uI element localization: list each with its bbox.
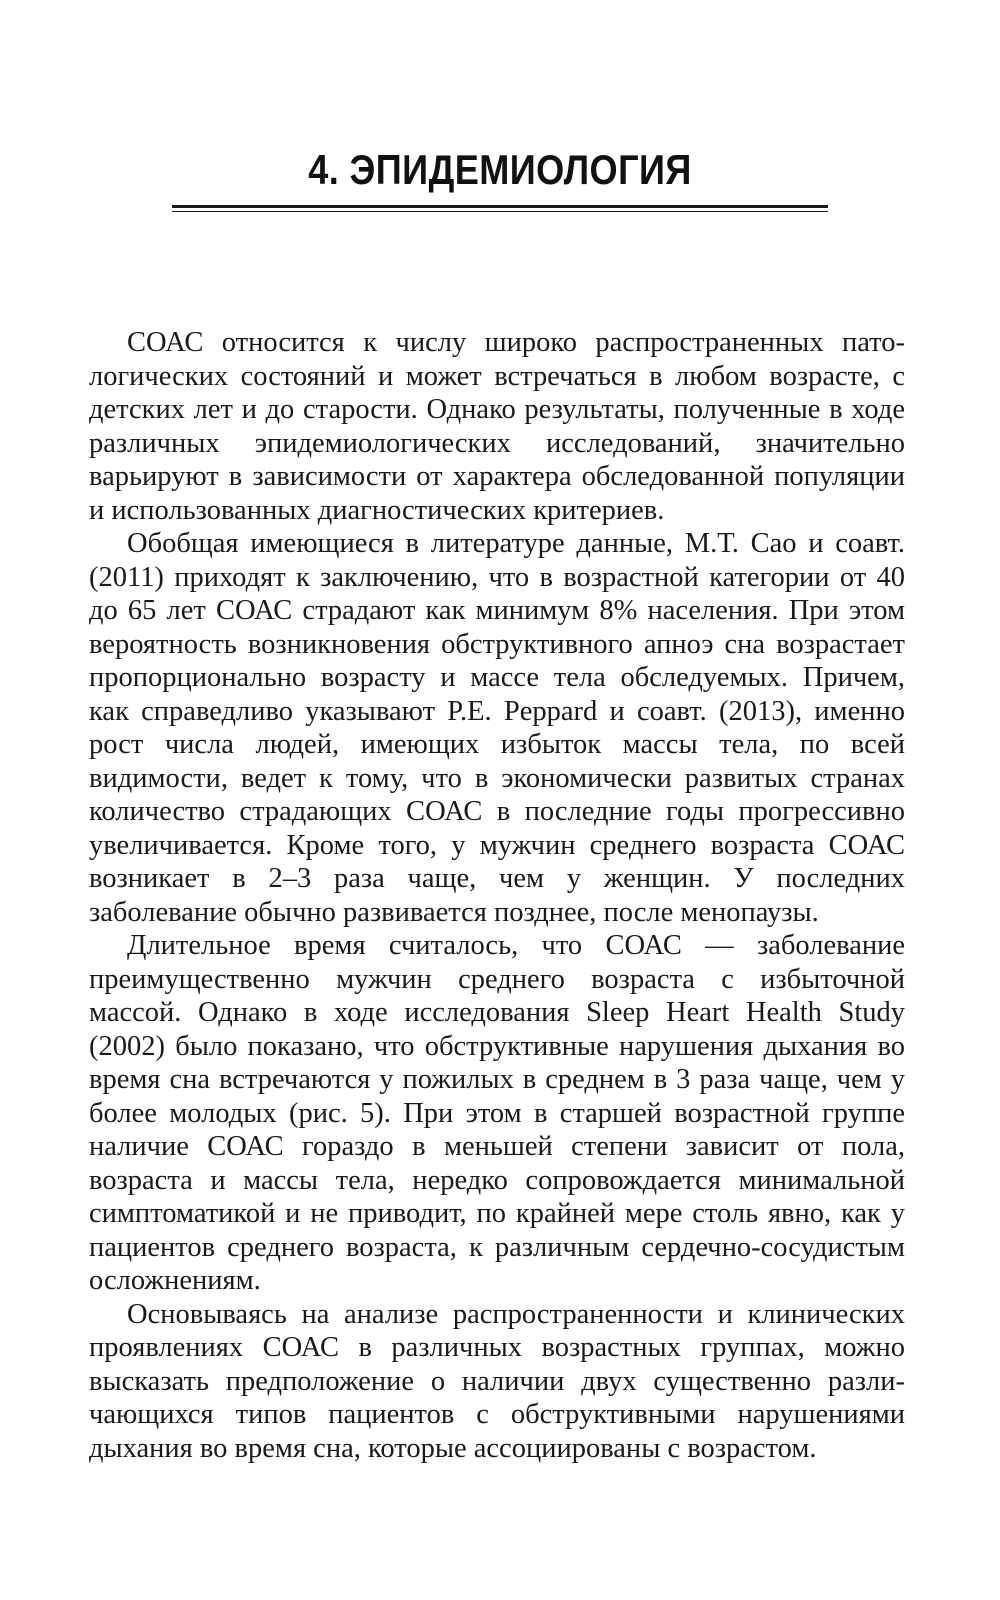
paragraph-3: Длительное время считалось, что СОАС — заболевание преимущественно мужчин среднего возраста с избыточной массой. Однако в ходе исследования Sleep Heart Health Study (2002) было показано, что обструктивные нарушения дыхания во время сна встречаются у пожилых в среднем в 3 раза чаще, чем у более молодых (рис. 5). При этом в старшей возрастной группе наличие СОАС гораздо в меньшей степени зависит от пола, возраста и массы тела, нередко сопровождается минимальной симптоматикой и не приводит, по крайней мере столь явно, как у пациентов среднего возраста, к различным сердечно-сосудистым осложнениям.: [89, 930, 905, 1296]
body-text: [89, 326, 905, 1465]
paragraph-2: Обобщая имеющиеся в литературе данные, М.Т. Сао и соавт. (2011) приходят к заключению, что в возрастной категории от 40 до 65 лет СОАС страдают как минимум 8% населения. При этом вероятность возникновения обструктивного апноэ сна возрастает пропорционально возрасту и массе тела обследуемых. Причем, как справедливо указывают P.E. Peppard и соавт. (2013), именно рост числа людей, имеющих избыток массы тела, по всей видимости, ведет к тому, что в экономически развитых странах количество страдающих СОАС в последние годы прогрессивно увеличивается. Кроме того, у мужчин среднего возраста СОАС возникает в 2–3 раза чаще, чем у женщин. У последних заболевание обычно развивается позднее, после менопаузы.: [89, 528, 905, 928]
title-underline-thin: [172, 211, 828, 212]
chapter-title: 4. ЭПИДЕМИОЛОГИЯ: [308, 146, 692, 193]
paragraph-1: СОАС относится к числу широко распространенных патологических состояний и может встречаться в любом возрасте, с детских лет и до старости. Однако результаты, полученные в ходе различных эпидемиологических исследований, значительно варьируют в зависимости от характера обследованной популяции и использованных диагностических критериев.: [89, 327, 905, 526]
title-underline: [172, 205, 828, 208]
paragraph-4: Основываясь на анализе распространенности и клинических проявлениях СОАС в различных возрастных группах, можно высказать предположение о наличии двух существенно различающихся типов пациентов с обструктивными нарушениями дыхания во время сна, которые ассоциированы с возрастом.: [89, 1298, 905, 1464]
